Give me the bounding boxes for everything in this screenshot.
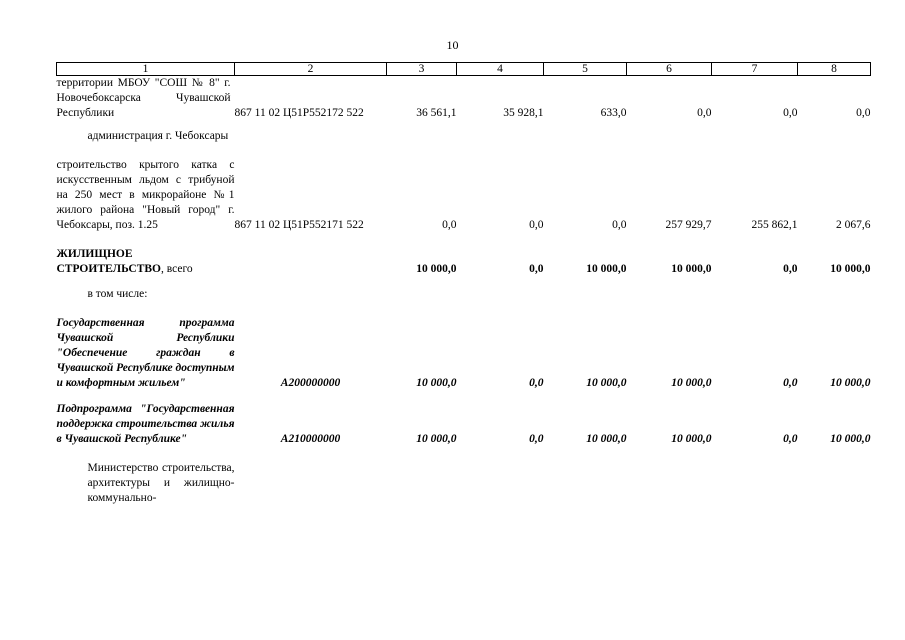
row-value <box>627 287 712 302</box>
table-row <box>57 158 871 233</box>
row-value: 0,0 <box>856 107 871 119</box>
row-value <box>387 461 457 506</box>
budget-table <box>56 62 871 506</box>
row-name: администрация г. Чебоксары <box>87 130 229 142</box>
row-value <box>798 129 871 144</box>
table-row <box>57 316 871 391</box>
row-value: 10 000,0 <box>671 433 712 445</box>
row-value: 0,0 <box>529 433 544 445</box>
column-header: 5 <box>544 63 627 76</box>
row-value <box>544 129 627 144</box>
row-code <box>235 287 387 302</box>
row-value: 10 000,0 <box>416 433 457 445</box>
row-value <box>457 287 544 302</box>
row-code: А200000000 <box>280 377 341 389</box>
row-value <box>457 129 544 144</box>
column-header: 3 <box>387 63 457 76</box>
row-code <box>235 129 387 144</box>
table-row <box>57 129 871 144</box>
row-value <box>387 287 457 302</box>
row-value <box>457 461 544 506</box>
row-name: Подпрограмма "Государственная поддержка строительства жилья в Чувашской Республике" <box>56 403 235 445</box>
column-header: 6 <box>627 63 712 76</box>
row-value: 2 067,6 <box>836 219 871 231</box>
table-row <box>57 461 871 506</box>
row-value: 35 928,1 <box>503 107 544 119</box>
row-value: 10 000,0 <box>671 263 712 275</box>
row-value <box>798 461 871 506</box>
column-header: 4 <box>457 63 544 76</box>
row-value: 10 000,0 <box>416 377 457 389</box>
section-title: ЖИЛИЩНОЕ СТРОИТЕЛЬСТВО <box>56 248 161 275</box>
row-value: 0,0 <box>783 377 798 389</box>
row-name: строительство крытого катка с искусственным льдом с трибуной на 250 мест в микрорайоне №1 жилого района "Новый город" г. Чебоксары, поз. 1.25 <box>56 159 235 231</box>
column-header: 2 <box>235 63 387 76</box>
row-value: 0,0 <box>783 107 798 119</box>
row-value: 0,0 <box>612 219 627 231</box>
row-value: 10 000,0 <box>830 377 871 389</box>
row-value: 10 000,0 <box>830 433 871 445</box>
row-code <box>235 247 387 277</box>
row-value: 10 000,0 <box>830 263 871 275</box>
page-number: 10 <box>446 38 459 52</box>
row-value <box>627 129 712 144</box>
row-value <box>798 287 871 302</box>
row-name <box>57 247 235 277</box>
row-code: А210000000 <box>280 433 341 445</box>
row-value: 0,0 <box>442 219 457 231</box>
row-value: 0,0 <box>783 433 798 445</box>
row-value: 10 000,0 <box>671 377 712 389</box>
section-title-suffix: , всего <box>161 263 193 275</box>
row-name: территории МБОУ "СОШ № 8" г. Новочебоксарска Чувашской Республики <box>56 77 231 119</box>
table-row <box>57 247 871 277</box>
row-value: 257 929,7 <box>665 219 712 231</box>
row-value <box>544 287 627 302</box>
header-row <box>57 63 871 76</box>
row-value: 10 000,0 <box>586 433 627 445</box>
row-value: 10 000,0 <box>586 263 627 275</box>
row-value: 255 862,1 <box>751 219 798 231</box>
row-value <box>712 287 798 302</box>
table-row <box>57 402 871 447</box>
row-name: Министерство строительства, архитектуры и жилищно-коммунально- <box>87 462 235 504</box>
row-value <box>712 461 798 506</box>
row-code: 867 11 02 Ц51Р552171 522 <box>234 219 364 231</box>
row-value <box>627 461 712 506</box>
row-value <box>712 129 798 144</box>
table-row <box>57 76 871 122</box>
row-name: Государственная программа Чувашской Республики "Обеспечение граждан в Чувашской Республике доступным и комфортным жильем" <box>56 317 235 389</box>
row-code: 867 11 02 Ц51Р552172 522 <box>234 107 364 119</box>
row-value: 0,0 <box>697 107 712 119</box>
row-value: 0,0 <box>529 219 544 231</box>
row-name: в том числе: <box>87 288 148 300</box>
row-value: 0,0 <box>529 377 544 389</box>
row-value <box>387 129 457 144</box>
row-value: 633,0 <box>600 107 627 119</box>
row-value: 0,0 <box>529 263 544 275</box>
row-value: 10 000,0 <box>586 377 627 389</box>
row-value <box>544 461 627 506</box>
row-value: 36 561,1 <box>416 107 457 119</box>
column-header: 1 <box>57 63 235 76</box>
row-value: 10 000,0 <box>416 263 457 275</box>
row-code <box>235 461 387 506</box>
table-row <box>57 287 871 302</box>
row-value: 0,0 <box>783 263 798 275</box>
column-header: 7 <box>712 63 798 76</box>
column-header: 8 <box>798 63 871 76</box>
